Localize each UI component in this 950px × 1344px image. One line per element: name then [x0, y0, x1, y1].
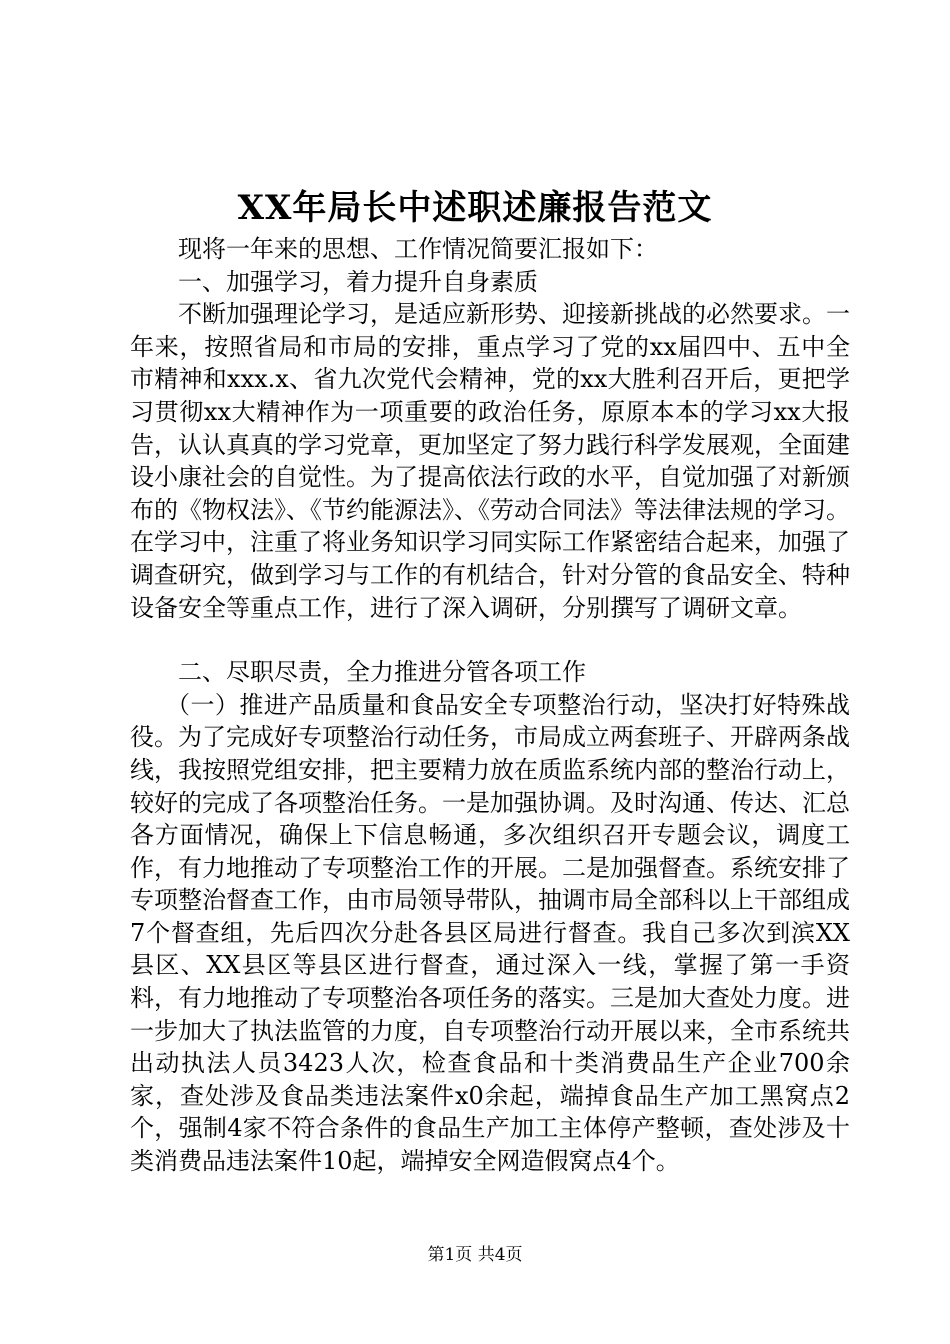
section-heading-1: 一、加强学习，着力提升自身素质 — [178, 267, 538, 296]
document-body — [130, 233, 850, 1178]
body-paragraph-1: 不断加强理论学习，是适应新形势、迎接新挑战的必然要求。一年来，按照省局和市局的安排，重点学习了党的xx届四中、五中全市精神和xxx.x、省九次党代会精神，党的xx大胜利召开后，更把学习贯彻xx大精神作为一项重要的政治任务，原原本本的学习xx大报告，认认真真的学习党章，更加坚定了努力践行科学发展观，全面建设小康社会的自觉性。为了提高依法行政的水平，自觉加强了对新颁布的《物权法》、《节约能源法》、《劳动合同法》等法律法规的学习。在学习中，注重了将业务知识学习同实际工作紧密结合起来，加强了调查研究，做到学习与工作的有机结合，针对分管的食品安全、特种设备安全等重点工作，进行了深入调研，分别撰写了调研文章。 — [130, 300, 850, 622]
page-footer: 第1页 共4页 — [427, 1245, 523, 1265]
intro-paragraph: 现将一年来的思想、工作情况简要汇报如下： — [178, 235, 658, 263]
document-title: XX年局长中述职述廉报告范文 — [237, 188, 713, 228]
body-paragraph-2: （一）推进产品质量和食品安全专项整治行动，坚决打好特殊战役。为了完成好专项整治行动任务，市局成立两套班子、开辟两条战线，我按照党组安排，把主要精力放在质监系统内部的整治行动上，较好的完成了各项整治任务。一是加强协调。及时沟通、传达、汇总各方面情况，确保上下信息畅通，多次组织召开专题会议，调度工作，有力地推动了专项整治工作的开展。二是加强督查。系统安排了专项整治督查工作，由市局领导带队，抽调市局全部科以上干部组成7个督查组，先后四次分赴各县区局进行督查。我自己多次到滨XX县区、XX县区等县区进行督查，通过深入一线，掌握了第一手资料，有力地推动了专项整治各项任务的落实。三是加大查处力度。进一步加大了执法监管的力度，自专项整治行动开展以来，全市系统共出动执法人员3423人次，检查食品和十类消费品生产企业700余家，查处涉及食品类违法案件x0余起，端掉食品生产加工黑窝点2个，强制4家不符合条件的食品生产加工主体停产整顿，查处涉及十类消费品违法案件10起，端掉安全网造假窝点4个。 — [130, 690, 850, 1176]
section-heading-2: 二、尽职尽责，全力推进分管各项工作 — [178, 658, 586, 687]
